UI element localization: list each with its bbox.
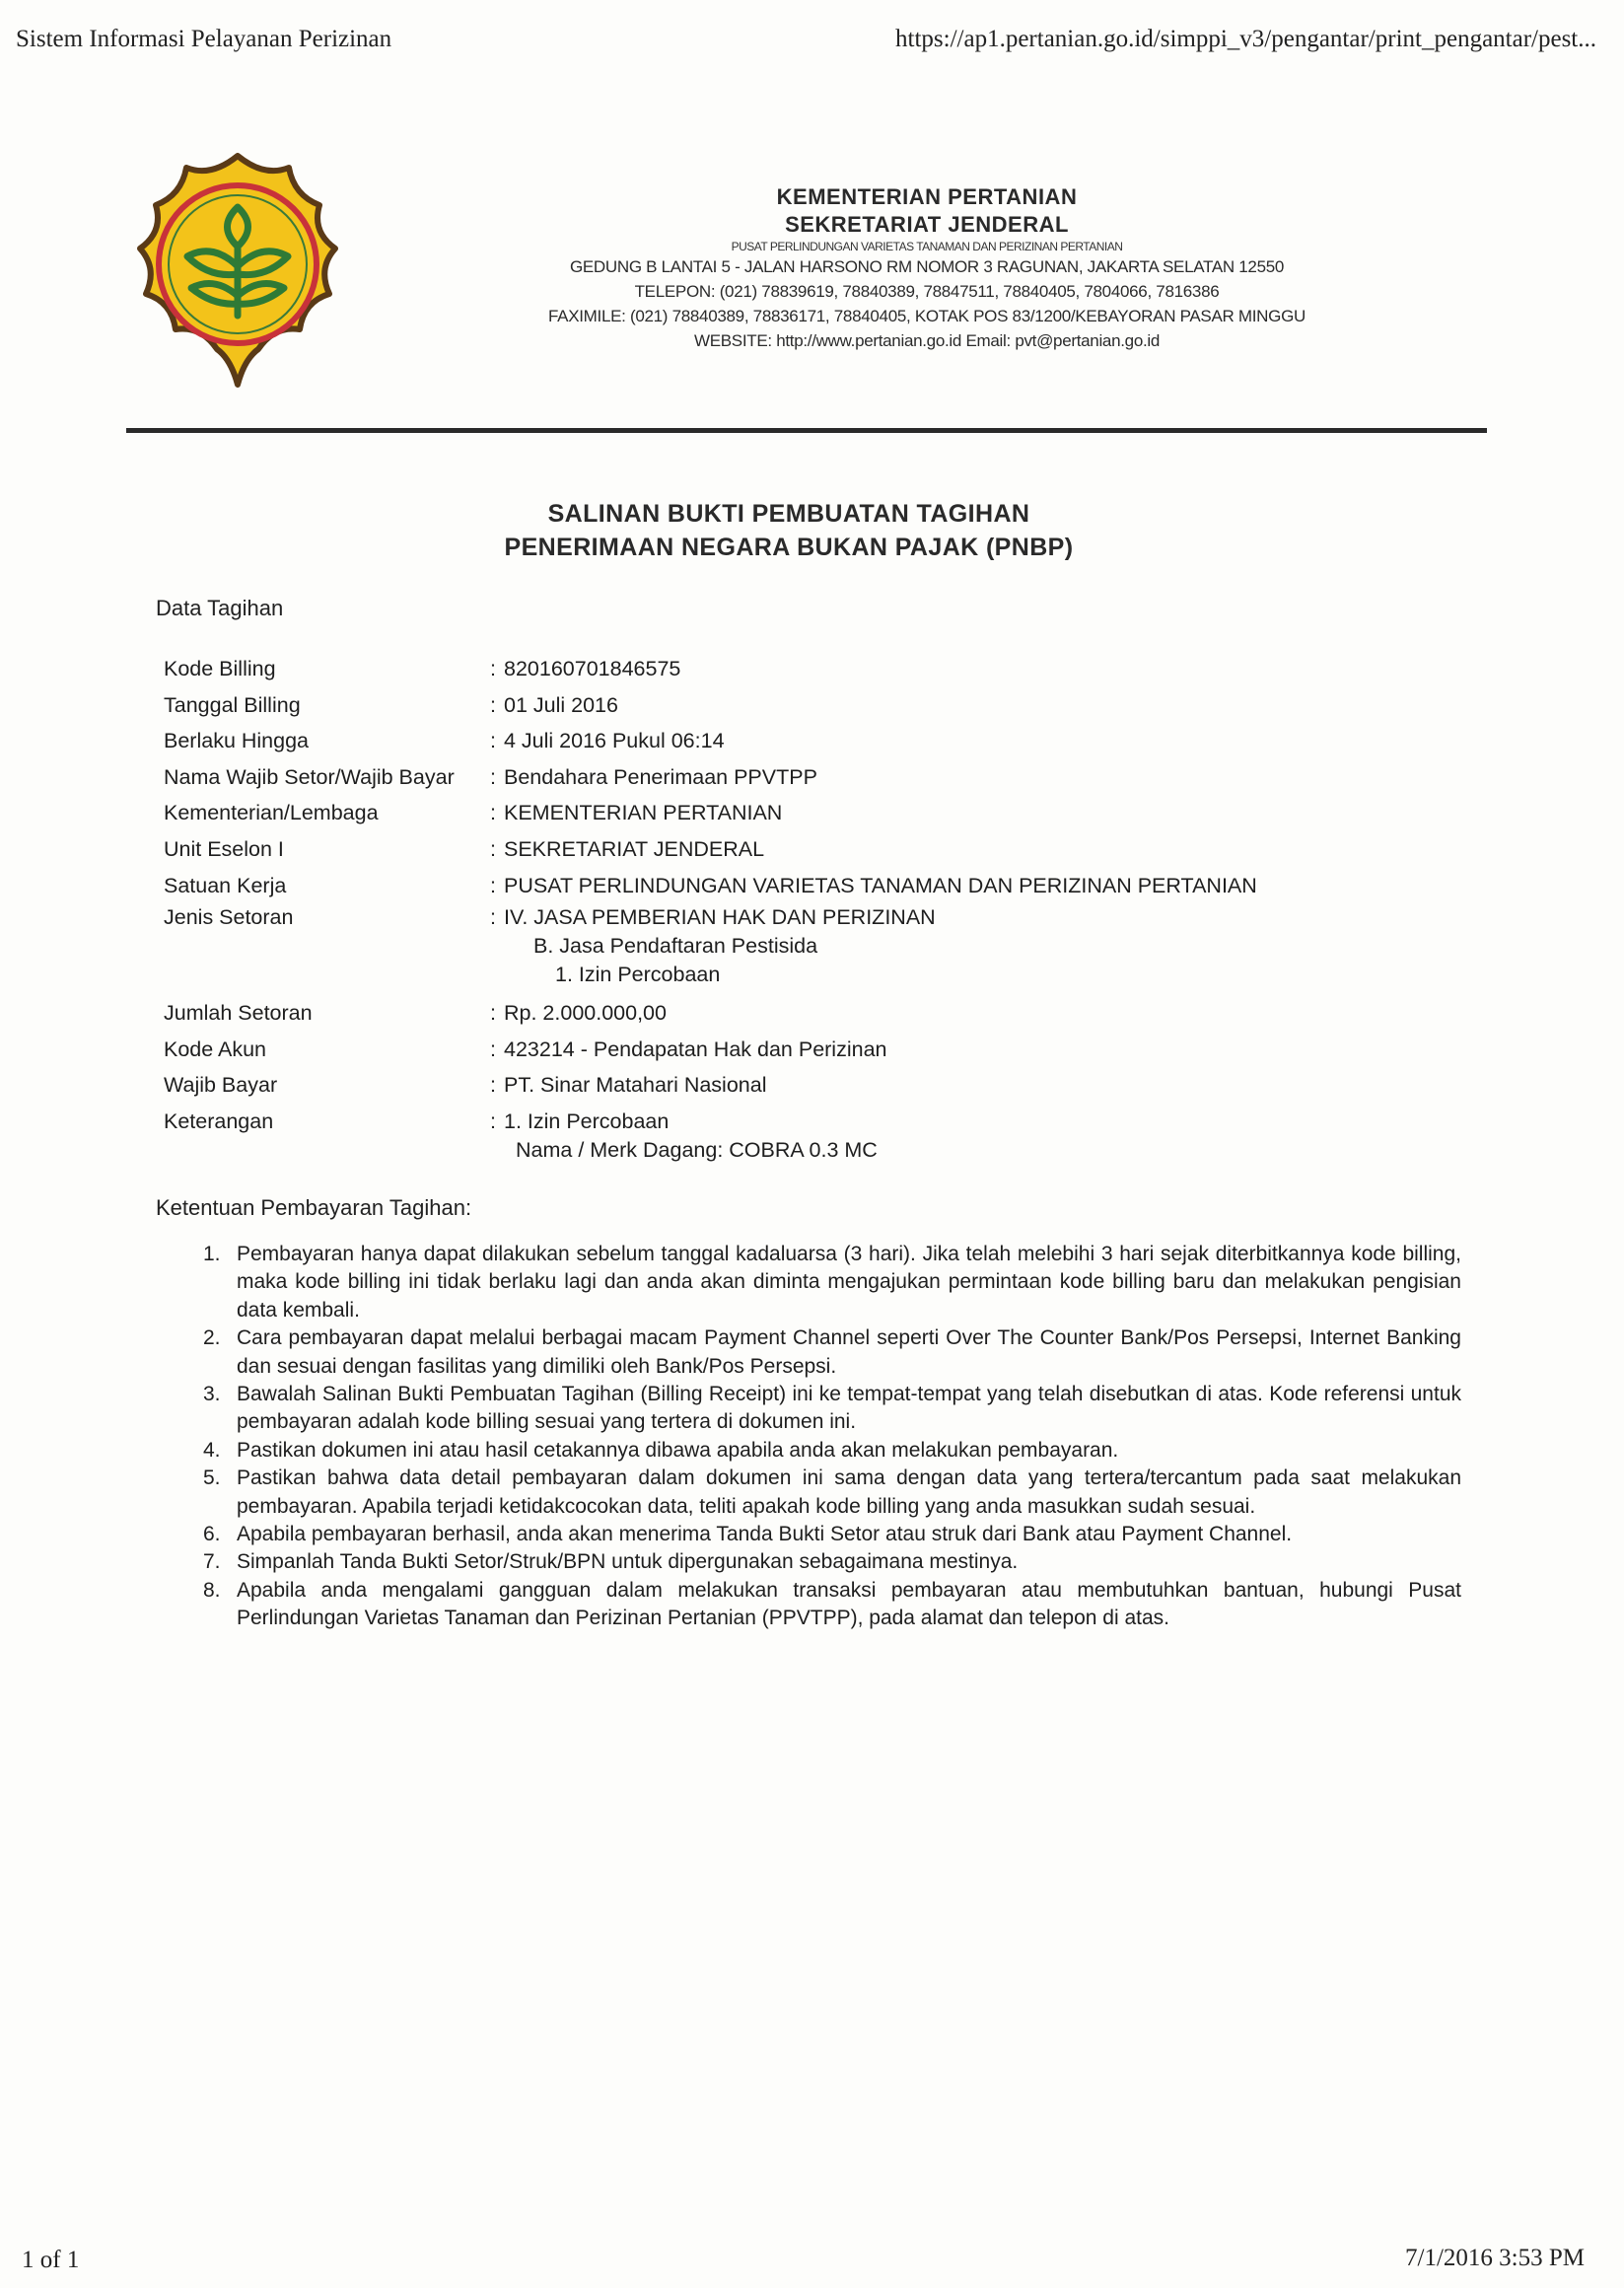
field-colon: : [490,905,496,930]
document-title-line1: SALINAN BUKTI PEMBUATAN TAGIHAN [547,500,1030,528]
field-kementerian [164,795,1446,831]
list-item [203,1324,1461,1381]
field-label: Kode Billing [164,657,276,680]
field-jumlah-setoran [164,995,1446,1032]
field-value: PT. Sinar Matahari Nasional [504,1073,767,1098]
unit-name: PUSAT PERLINDUNGAN VARIETAS TANAMAN DAN PERIZINAN PERTANIAN [731,240,1123,253]
list-item-number: 8. [203,1578,221,1602]
field-value: 423214 - Pendapatan Hak dan Perizinan [504,1037,887,1061]
keterangan-sub: Nama / Merk Dagang: COBRA 0.3 MC [516,1137,878,1162]
field-colon: : [490,1037,496,1061]
address: GEDUNG B LANTAI 5 - JALAN HARSONO RM NOMOR 3 RAGUNAN, JAKARTA SELATAN 12550 [569,257,1285,276]
field-value [504,903,1446,989]
list-item-text: Apabila pembayaran berhasil, anda akan menerima Tanda Bukti Setor atau struk dari Bank atau Payment Channel. [237,1523,1293,1546]
field-kode-akun [164,1032,1446,1068]
list-item [203,1465,1461,1521]
field-label: Satuan Kerja [164,873,287,897]
field-wajib-bayar [164,1067,1446,1104]
field-value: KEMENTERIAN PERTANIAN [504,801,783,825]
field-colon: : [490,836,496,861]
field-satuan-kerja [164,868,1446,904]
field-colon: : [490,729,496,753]
list-item-number: 7. [203,1550,221,1574]
keterangan-main: 1. Izin Percobaan [504,1108,670,1133]
field-label: Jumlah Setoran [164,1001,313,1026]
fax: FAXIMILE: (021) 78840389, 78836171, 78840405, KOTAK POS 83/1200/KEBAYORAN PASAR MINGGU [548,307,1306,325]
list-item-number: 1. [203,1243,221,1265]
billing-section-label: Data Tagihan [156,596,284,620]
field-value: 01 Juli 2016 [504,692,618,717]
website: WEBSITE: http://www.pertanian.go.id Email: pvt@pertanian.go.id [693,331,1161,350]
letterhead-divider [126,428,1487,433]
field-colon: : [490,1001,496,1026]
list-item-text: Pastikan bahwa data detail pembayaran dalam dokumen ini sama dengan data yang tertera/tercantum pada saat melakukan pembayaran. Apabila terjadi ketidakcocokan data, teliti apakah kode billing yang anda masukkan sudah sesuai. [237,1466,1461,1518]
field-colon: : [490,873,496,897]
field-jenis-setoran [164,903,1446,989]
list-item [203,1577,1461,1633]
list-item [203,1437,1461,1465]
list-item-number: 4. [203,1438,221,1462]
field-value [504,1104,1446,1165]
field-label: Wajib Bayar [164,1073,278,1098]
print-header-url: https://ap1.pertanian.go.id/simppi_v3/pengantar/print_pengantar/pest... [895,26,1596,52]
field-colon: : [490,1108,496,1133]
field-keterangan [164,1104,1446,1165]
field-label: Keterangan [164,1108,274,1133]
list-item [203,1521,1461,1548]
print-footer-datetime: 7/1/2016 3:53 PM [1405,2245,1585,2271]
list-item-text: Apabila anda mengalami gangguan dalam melakukan transaksi pembayaran atau membutuhkan bantuan, hubungi Pusat Perlindungan Varietas Tanaman dan Perizinan Pertanian (PPVTPP), pada alamat dan telepon di atas. [237,1578,1461,1630]
field-nama-wajib [164,759,1446,796]
field-label: Jenis Setoran [164,905,294,930]
secretariat-name: SEKRETARIAT JENDERAL [785,212,1069,237]
list-item-number: 2. [203,1326,221,1350]
field-berlaku-hingga [164,723,1446,759]
list-item [203,1548,1461,1576]
list-item-text: Pastikan dokumen ini atau hasil cetakannya dibawa apabila anda akan melakukan pembayaran. [237,1438,1119,1462]
document-title [375,497,1203,564]
terms-list [203,1241,1461,1633]
document-title-line2: PENERIMAAN NEGARA BUKAN PAJAK (PNBP) [504,534,1074,561]
billing-fields [164,651,1446,1165]
field-colon: : [490,1073,496,1098]
list-item-text: Bawalah Salinan Bukti Pembuatan Tagihan (Billing Receipt) ini ke tempat-tempat yang telah disebutkan di atas. Kode referensi untuk pembayaran adalah kode billing sesuai yang tertera di dokumen ini. [237,1383,1461,1434]
list-item-number: 5. [203,1466,221,1490]
field-label: Tanggal Billing [164,692,301,717]
jenis-setoran-main: IV. JASA PEMBERIAN HAK DAN PERIZINAN [504,905,936,930]
list-item-number: 3. [203,1383,221,1406]
list-item-text: Simpanlah Tanda Bukti Setor/Struk/BPN untuk dipergunakan sebagaimana mestinya. [237,1550,1019,1574]
field-colon: : [490,801,496,825]
field-colon: : [490,764,496,789]
field-unit-eselon [164,831,1446,868]
field-value: 820160701846575 [504,657,681,680]
jenis-setoran-sub2: 1. Izin Percobaan [555,963,721,987]
letterhead [434,183,1420,353]
field-label: Berlaku Hingga [164,729,310,753]
field-value: Bendahara Penerimaan PPVTPP [504,764,817,789]
field-kode-billing [164,651,1446,687]
field-value: SEKRETARIAT JENDERAL [504,836,765,861]
field-tanggal-billing [164,687,1446,724]
field-colon: : [490,692,496,717]
field-value: PUSAT PERLINDUNGAN VARIETAS TANAMAN DAN PERIZINAN PERTANIAN [504,873,1257,897]
list-item-number: 6. [203,1523,221,1546]
list-item [203,1381,1461,1437]
terms-label: Ketentuan Pembayaran Tagihan: [156,1195,472,1220]
field-value: 4 Juli 2016 Pukul 06:14 [504,729,725,753]
list-item [203,1241,1461,1324]
jenis-setoran-sub1: B. Jasa Pendaftaran Pestisida [533,934,818,959]
field-value: Rp. 2.000.000,00 [504,1001,667,1026]
field-label: Nama Wajib Setor/Wajib Bayar [164,764,455,789]
ministry-name: KEMENTERIAN PERTANIAN [776,184,1078,209]
list-item-text: Pembayaran hanya dapat dilakukan sebelum tanggal kadaluarsa (3 hari). Jika telah melebihi 3 hari sejak diterbitkannya kode billing, maka kode billing ini tidak berlaku lagi dan anda akan diminta mengajukan permintaan kode billing baru dan melakukan pengisian data kembali. [237,1243,1461,1322]
field-label: Kode Akun [164,1037,267,1061]
print-footer-page: 1 of 1 [22,2247,80,2273]
list-item-text: Cara pembayaran dapat melalui berbagai macam Payment Channel seperti Over The Counter Bank/Pos Persepsi, Internet Banking dan sesuai dengan fasilitas yang dimiliki oleh Bank/Pos Persepsi. [237,1326,1461,1378]
field-colon: : [490,657,496,680]
field-label: Unit Eselon I [164,836,284,861]
print-header-title: Sistem Informasi Pelayanan Perizinan [16,26,392,52]
phone: TELEPON: (021) 78839619, 78840389, 78847511, 78840405, 7804066, 7816386 [634,282,1220,301]
field-label: Kementerian/Lembaga [164,801,379,825]
ministry-logo-icon [126,148,349,391]
